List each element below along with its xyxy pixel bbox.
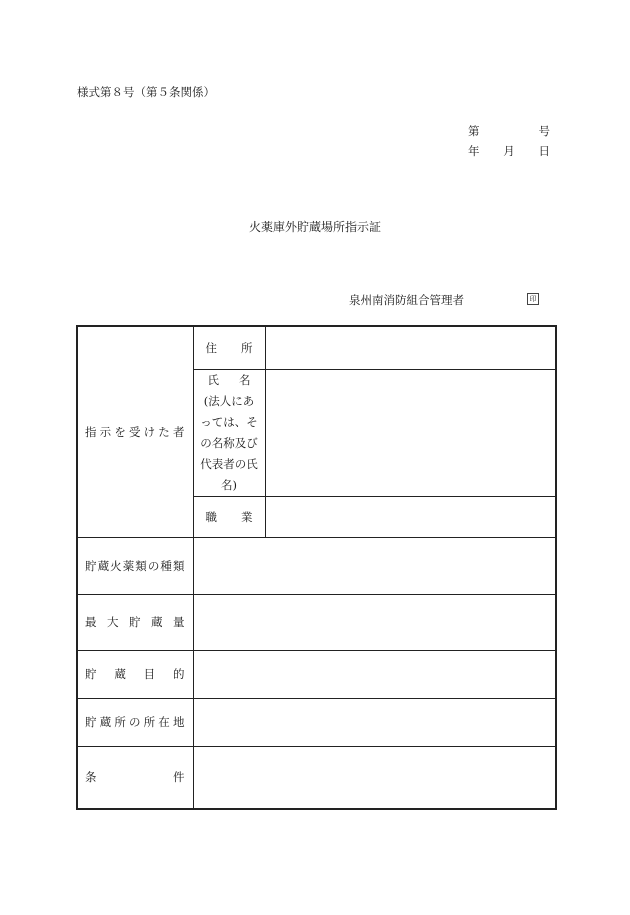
- label-char: た: [158, 424, 170, 439]
- label-char: 量: [173, 615, 185, 629]
- row-label-cell: [77, 698, 193, 746]
- row-label-cell: [77, 650, 193, 698]
- row-label-cell: [77, 746, 193, 809]
- label-char: 住: [205, 340, 217, 355]
- recipient-group-label: [77, 326, 193, 537]
- label-char: 受: [128, 424, 141, 439]
- label-char: 示: [99, 424, 112, 439]
- label-char: 火: [110, 558, 122, 573]
- max-storage-amount-field[interactable]: [193, 594, 556, 650]
- label-char: け: [143, 424, 156, 439]
- label-char: 類: [135, 558, 147, 573]
- issuer-name: 泉州南消防組合管理者: [349, 293, 464, 307]
- label-char: 貯: [85, 558, 97, 573]
- explosive-type-field[interactable]: [193, 537, 556, 594]
- number-char-2: 号: [538, 124, 550, 138]
- name-label-cell: [193, 369, 265, 496]
- occupation-label-cell: [193, 496, 265, 537]
- storage-purpose-field[interactable]: [193, 650, 556, 698]
- name-note: (法人にあっては、その名称及び代表者の氏名): [200, 393, 258, 492]
- row-label-cell: [77, 594, 193, 650]
- label-char: 蔵: [151, 615, 163, 629]
- label-char: 目: [143, 667, 156, 681]
- max-storage-amount-label: [85, 614, 193, 630]
- date-year: 年: [468, 144, 480, 158]
- instruction-form-table: [76, 325, 557, 810]
- explosive-type-label: [85, 558, 193, 574]
- label-char: の: [147, 558, 160, 573]
- occupation-field[interactable]: [265, 496, 556, 537]
- conditions-label: [85, 769, 193, 785]
- label-char: 的: [172, 667, 185, 681]
- occupation-label: [194, 509, 265, 525]
- label-char: 種: [160, 558, 172, 573]
- label-char: 氏: [207, 372, 219, 387]
- address-label: [194, 340, 265, 356]
- label-char: 在: [158, 715, 170, 729]
- label-char: 所: [143, 715, 156, 729]
- conditions-field[interactable]: [193, 746, 556, 809]
- row-label-cell: [77, 537, 193, 594]
- label-char: 大: [107, 615, 119, 629]
- label-char: 貯: [85, 667, 97, 681]
- label-char: 指: [85, 424, 97, 439]
- address-label-cell: [193, 326, 265, 369]
- label-char: 蔵: [97, 558, 110, 573]
- recipient-label: [85, 424, 193, 440]
- storage-purpose-label: [85, 666, 193, 682]
- label-char: 貯: [85, 715, 97, 729]
- storage-location-label: [85, 714, 193, 730]
- label-char: 所: [114, 715, 126, 729]
- label-char: 地: [172, 715, 185, 729]
- date-month: 月: [503, 144, 515, 158]
- seal-icon: 印: [527, 293, 539, 305]
- name-label: [200, 370, 259, 391]
- label-char: 名: [239, 372, 251, 387]
- label-char: 件: [173, 770, 185, 785]
- label-char: 貯: [129, 615, 141, 629]
- date-day: 日: [538, 144, 550, 158]
- label-char: 所: [241, 340, 253, 355]
- label-char: 条: [85, 770, 97, 785]
- label-char: 業: [241, 509, 253, 524]
- document-number-line: [468, 123, 550, 139]
- label-char: 者: [172, 424, 185, 439]
- label-char: 蔵: [99, 715, 112, 729]
- address-field[interactable]: [265, 326, 556, 369]
- label-char: の: [128, 715, 141, 729]
- label-char: 類: [172, 558, 185, 573]
- label-char: 蔵: [114, 667, 126, 681]
- label-char: 最: [85, 615, 97, 629]
- label-char: を: [114, 424, 126, 439]
- document-title: 火薬庫外貯蔵場所指示証: [248, 220, 381, 234]
- storage-location-field[interactable]: [193, 698, 556, 746]
- label-char: 薬: [122, 558, 135, 573]
- label-char: 職: [205, 509, 217, 524]
- form-id: 様式第８号（第５条関係）: [77, 85, 215, 99]
- date-line: [468, 143, 550, 159]
- number-char-1: 第: [468, 124, 480, 138]
- name-field[interactable]: [265, 369, 556, 496]
